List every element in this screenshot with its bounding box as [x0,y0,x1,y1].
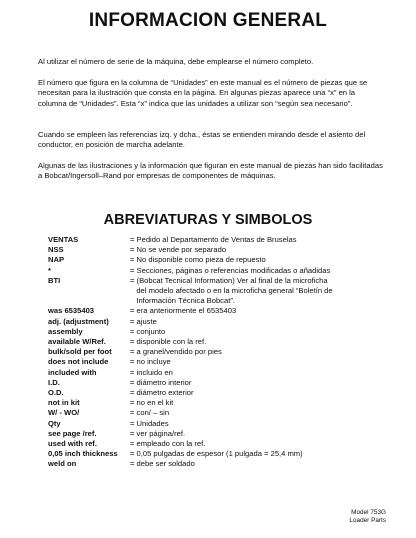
abbreviation-definition: = (Bobcat Tecnical Information) Ver al final de la microficha [130,275,328,285]
abbreviations-heading: ABREVIATURAS Y SIMBOLOS [103,212,313,228]
abbreviation-definition: = a granel/vendido por pies [130,347,222,357]
abbreviation-row [48,276,378,286]
abbreviation-row [48,266,378,276]
footer-model: Model 753G [351,509,386,516]
abbreviation-row [48,398,378,408]
abbreviation-row [48,388,378,398]
abbreviation-row [48,235,378,245]
abbreviation-term: assembly [48,326,83,336]
abbreviation-term: O.D. [48,388,64,398]
abbreviation-term: Qty [48,418,61,428]
abbreviation-row [48,296,378,306]
abbreviation-definition: = 0,05 pulgadas de espesor (1 pulgada = 25,4 mm) [130,449,303,459]
abbreviation-term: I.D. [48,377,60,387]
abbreviation-definition: = diámetro exterior [130,388,194,398]
abbreviation-term: 0,05 inch thickness [48,449,118,459]
abbreviation-definition: = ajuste [130,316,157,326]
abbreviation-row [48,368,378,378]
abbreviation-row [48,286,378,296]
abbreviations-list [48,235,378,470]
abbreviation-term: BTI [48,275,61,285]
abbreviation-row [48,419,378,429]
abbreviation-definition: = disponible con la ref. [130,337,207,347]
abbreviation-row [48,317,378,327]
abbreviation-term: adj. (adjustment) [48,316,109,326]
abbreviation-row [48,245,378,255]
abbreviation-term: not in kit [48,398,80,408]
paragraph-units: El número que figura en la columna de “Unidades” en este manual es el número de piezas que se necesitan para la ilustración que consta en la página. En algunas piezas aparece una “x” en la columna de “Unidades”. Esta “x” indica que las unidades a utilizar son “según sea necesario”. [38,78,368,108]
abbreviation-definition: = no en el kit [130,398,174,408]
abbreviation-term: weld on [48,459,77,469]
abbreviation-term: available W/Ref. [48,337,106,347]
abbreviation-definition: = ver página/ref. [130,428,186,438]
paragraph-serial-number: Al utilizar el número de serie de la máquina, debe emplearse el número completo. [38,57,314,66]
paragraph-left-right: Cuando se empleen las referencias izq. y dcha., éstas se entienden mirando desde el asiento del conductor, en posición de marcha adelante. [38,130,366,150]
abbreviation-row [48,327,378,337]
abbreviation-term [48,296,130,306]
abbreviation-definition: = debe ser soldado [130,459,195,469]
abbreviation-term: used with ref. [48,439,97,449]
abbreviation-definition: = Unidades [130,418,169,428]
abbreviation-row [48,306,378,316]
abbreviation-definition: = incluido en [130,367,173,377]
abbreviation-definition: = conjunto [130,326,166,336]
abbreviation-definition: = diámetro interior [130,377,192,387]
abbreviation-term: was 6535403 [48,306,95,316]
abbreviation-term [48,286,130,296]
page-footer [349,509,386,525]
abbreviation-term: * [48,265,51,275]
abbreviation-definition: = empleado con la ref. [130,439,206,449]
abbreviation-definition: = No se vende por separado [130,245,227,255]
paragraph-illustrations: Algunas de las ilustraciones y la información que figuran en este manual de piezas han sido facilitadas a Bobcat/Ingersoll–Rand por empresas de componentes de máquinas. [38,161,383,181]
abbreviation-term: NSS [48,245,64,255]
abbreviation-definition: Información Técnica Bobcat”. [130,296,235,306]
abbreviation-row [48,459,378,469]
abbreviation-term: NAP [48,255,65,265]
abbreviation-term: W/ - WO/ [48,408,80,418]
abbreviation-term: see page /ref. [48,428,97,438]
abbreviation-row [48,408,378,418]
abbreviation-definition: = Pedido al Departamento de Ventas de Bruselas [130,235,297,244]
abbreviation-row [48,347,378,357]
abbreviation-definition: = no incluye [130,357,171,367]
abbreviation-row [48,429,378,439]
abbreviation-row [48,255,378,265]
abbreviation-term: included with [48,367,97,377]
abbreviation-definition: = era anteriormente el 6535403 [130,306,237,316]
abbreviation-definition: = Secciones, páginas o referencias modificadas o añadidas [130,265,331,275]
abbreviation-definition: del modelo afectado o en la microficha general “Boletín de [130,286,333,296]
page-title: INFORMACION GENERAL [88,10,328,31]
abbreviation-definition: = No disponible como pieza de repuesto [130,255,266,265]
abbreviation-term: does not include [48,357,109,367]
abbreviation-row [48,449,378,459]
footer-section: Loader Parts [349,517,386,524]
abbreviation-row [48,378,378,388]
abbreviation-row [48,357,378,367]
abbreviation-row [48,439,378,449]
abbreviation-term: VENTAS [48,235,79,244]
abbreviation-definition: = con/ – sin [130,408,170,418]
abbreviation-row [48,337,378,347]
abbreviation-term: bulk/sold per foot [48,347,112,357]
